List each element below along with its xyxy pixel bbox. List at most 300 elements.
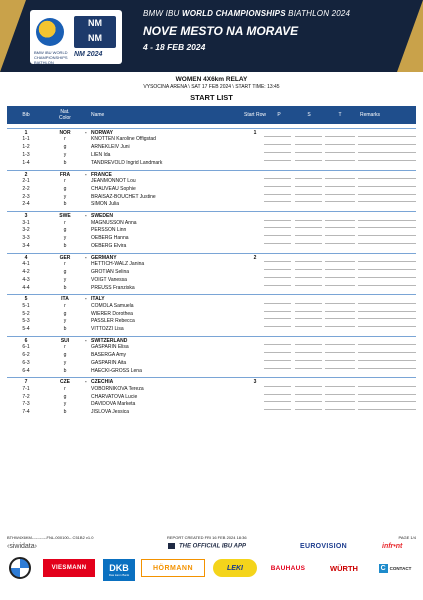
- team-name: FRANCE: [91, 171, 112, 178]
- athlete-row: [7, 360, 416, 368]
- remarks-cell: [358, 144, 416, 145]
- prone-cell: [264, 409, 291, 410]
- athlete-row: [7, 269, 416, 277]
- time-cell: [325, 311, 355, 312]
- team-nation: NOR: [59, 130, 71, 136]
- athlete-row: [7, 285, 416, 293]
- start-list-table: [7, 128, 416, 419]
- team-name: ITALY: [91, 296, 105, 303]
- gold-accent-right: [397, 0, 423, 72]
- prone-cell: [264, 277, 291, 278]
- athlete-bib: 5-2: [22, 310, 30, 317]
- standing-cell: [295, 136, 322, 137]
- athlete-bib: 7-1: [22, 385, 30, 392]
- time-cell: [325, 318, 355, 319]
- time-cell: [325, 303, 355, 304]
- standing-cell: [295, 178, 322, 179]
- athlete-name: VITTOZZI Lisa: [91, 326, 124, 333]
- dash: -: [85, 379, 87, 386]
- prone-cell: [264, 269, 291, 270]
- time-cell: [325, 285, 355, 286]
- remarks-cell: [358, 269, 416, 270]
- athlete-bib: 3-4: [22, 242, 30, 249]
- athlete-name: JISLOVA Jessica: [91, 409, 129, 416]
- team-nation: CZE: [60, 379, 70, 386]
- remarks-cell: [358, 201, 416, 202]
- dash: -: [85, 213, 87, 220]
- prone-cell: [264, 368, 291, 369]
- athlete-bib: 1-3: [22, 151, 30, 158]
- athlete-row: [7, 401, 416, 409]
- athlete-row: [7, 201, 416, 209]
- team-block: [7, 211, 416, 251]
- prone-cell: [264, 227, 291, 228]
- team-nation: GER: [59, 254, 71, 261]
- col-name: Name: [91, 112, 105, 118]
- remarks-cell: [358, 277, 416, 278]
- team-start-row: 3: [253, 379, 257, 386]
- athlete-color: r: [64, 177, 66, 184]
- athlete-bib: 2-1: [22, 177, 30, 184]
- phone-icon: [168, 543, 175, 549]
- prone-cell: [264, 352, 291, 353]
- prone-cell: [264, 344, 291, 345]
- athlete-name: GASPARIN Aita: [91, 359, 127, 366]
- athlete-bib: 7-3: [22, 401, 30, 408]
- time-cell: [325, 136, 355, 137]
- eurovision-logo: EUROVISION: [300, 543, 347, 550]
- athlete-name: VOBORNIKOVA Tereza: [91, 385, 144, 392]
- athlete-name: CHAUVEAU Sophie: [91, 185, 136, 192]
- athlete-name: JEANMONNOT Lou: [91, 177, 136, 184]
- athlete-name: GASPARIN Elisa: [91, 344, 129, 351]
- athlete-row: [7, 261, 416, 269]
- athlete-row: [7, 136, 416, 144]
- championship-logo: [30, 10, 122, 64]
- prone-cell: [264, 386, 291, 387]
- nm-logo-mark: NM NM: [74, 16, 116, 48]
- team-row: [7, 336, 416, 344]
- athlete-color: g: [63, 268, 67, 275]
- athlete-bib: 4-3: [22, 276, 30, 283]
- athlete-row: [7, 311, 416, 319]
- athlete-color: g: [63, 144, 67, 151]
- athlete-row: [7, 178, 416, 186]
- team-block: [7, 377, 416, 417]
- remarks-cell: [358, 152, 416, 153]
- athlete-color: b: [63, 367, 67, 374]
- event-header: [0, 0, 423, 72]
- team-row: [7, 294, 416, 302]
- athlete-color: y: [63, 401, 67, 408]
- sponsor-bar: [7, 557, 416, 583]
- team-bib: 1: [24, 130, 28, 136]
- athlete-row: [7, 409, 416, 417]
- team-start-row: 2: [253, 254, 257, 261]
- time-cell: [325, 227, 355, 228]
- team-bib: 5: [24, 296, 28, 303]
- athlete-row: [7, 277, 416, 285]
- remarks-cell: [358, 227, 416, 228]
- time-cell: [325, 409, 355, 410]
- remarks-cell: [358, 311, 416, 312]
- athlete-bib: 2-3: [22, 193, 30, 200]
- time-cell: [325, 360, 355, 361]
- athlete-color: g: [63, 310, 67, 317]
- time-cell: [325, 368, 355, 369]
- athlete-name: WIERER Dorothea: [91, 310, 133, 317]
- athlete-row: [7, 152, 416, 160]
- athlete-bib: 4-1: [22, 261, 30, 268]
- athlete-name: BASERGA Amy: [91, 352, 127, 359]
- time-cell: [325, 178, 355, 179]
- dash: -: [85, 130, 87, 136]
- standing-cell: [295, 235, 322, 236]
- time-cell: [325, 235, 355, 236]
- dash: -: [85, 337, 87, 344]
- wurth-logo: WÜRTH: [330, 563, 358, 573]
- remarks-cell: [358, 326, 416, 327]
- athlete-bib: 3-2: [22, 227, 30, 234]
- standing-cell: [295, 352, 322, 353]
- standing-cell: [295, 277, 322, 278]
- athlete-color: g: [63, 227, 67, 234]
- remarks-cell: [358, 394, 416, 395]
- athlete-row: [7, 227, 416, 235]
- standing-cell: [295, 227, 322, 228]
- team-row: [7, 377, 416, 385]
- time-cell: [325, 386, 355, 387]
- gold-accent-left: [0, 0, 26, 72]
- athlete-color: b: [63, 326, 67, 333]
- time-cell: [325, 261, 355, 262]
- athlete-bib: 6-3: [22, 359, 30, 366]
- team-block: [7, 128, 416, 168]
- dash: -: [85, 254, 87, 261]
- team-name: NORWAY: [91, 130, 113, 136]
- standing-cell: [295, 186, 322, 187]
- athlete-name: PERSSON Linn: [91, 227, 127, 234]
- athlete-row: [7, 194, 416, 202]
- time-cell: [325, 352, 355, 353]
- athlete-color: r: [64, 302, 66, 309]
- team-name: SWITZERLAND: [91, 337, 128, 344]
- prone-cell: [264, 178, 291, 179]
- team-bib: 2: [24, 171, 28, 178]
- team-block: [7, 294, 416, 334]
- athlete-row: [7, 344, 416, 352]
- team-block: [7, 336, 416, 376]
- athlete-name: BRAISAZ-BOUCHET Justine: [91, 193, 156, 200]
- prone-cell: [264, 261, 291, 262]
- athlete-bib: 1-2: [22, 144, 30, 151]
- athlete-row: [7, 144, 416, 152]
- col-remarks: Remarks: [360, 112, 381, 118]
- standing-cell: [295, 311, 322, 312]
- athlete-bib: 1-4: [22, 159, 30, 166]
- team-row: [7, 211, 416, 219]
- standing-cell: [295, 394, 322, 395]
- athlete-name: PASSLER Rebecca: [91, 318, 135, 325]
- logo-caption: BMW IBU WORLD CHAMPIONSHIPS BIATHLON: [34, 50, 68, 65]
- prone-cell: [264, 401, 291, 402]
- prone-cell: [264, 311, 291, 312]
- athlete-color: r: [64, 219, 66, 226]
- athlete-bib: 6-1: [22, 344, 30, 351]
- standing-cell: [295, 368, 322, 369]
- time-cell: [325, 277, 355, 278]
- remarks-cell: [358, 318, 416, 319]
- remarks-cell: [358, 368, 416, 369]
- team-nation: SUI: [60, 337, 70, 344]
- standing-cell: [295, 386, 322, 387]
- standing-cell: [295, 194, 322, 195]
- athlete-row: [7, 352, 416, 360]
- team-nation: ITA: [61, 296, 69, 303]
- page-number: PAGE 1/4: [398, 535, 416, 540]
- time-cell: [325, 394, 355, 395]
- team-bib: 6: [24, 337, 28, 344]
- athlete-row: [7, 160, 416, 168]
- standing-cell: [295, 360, 322, 361]
- athlete-color: g: [63, 185, 67, 192]
- time-cell: [325, 152, 355, 153]
- athlete-bib: 6-2: [22, 352, 30, 359]
- contact-icon: C: [380, 564, 386, 572]
- col-bib: Bib: [22, 112, 30, 118]
- team-bib: 3: [24, 213, 28, 220]
- dash: -: [85, 296, 87, 303]
- standing-cell: [295, 152, 322, 153]
- athlete-bib: 3-3: [22, 235, 30, 242]
- athlete-color: g: [63, 352, 67, 359]
- time-cell: [325, 220, 355, 221]
- time-cell: [325, 160, 355, 161]
- athlete-bib: 5-4: [22, 326, 30, 333]
- prone-cell: [264, 360, 291, 361]
- athlete-name: DAVIDOVA Marketa: [91, 401, 136, 408]
- athlete-row: [7, 235, 416, 243]
- prone-cell: [264, 160, 291, 161]
- bauhaus-logo: BAUHAUS: [270, 564, 306, 572]
- team-nation: FRA: [59, 171, 71, 178]
- athlete-color: r: [64, 344, 66, 351]
- athlete-color: y: [63, 276, 67, 283]
- col-nat-color: Nat. Color: [59, 109, 71, 121]
- athlete-row: [7, 318, 416, 326]
- remarks-cell: [358, 401, 416, 402]
- athlete-name: ARNEKLEIV Juni: [91, 144, 130, 151]
- team-bib: 4: [24, 254, 28, 261]
- athlete-row: [7, 394, 416, 402]
- time-cell: [325, 326, 355, 327]
- prone-cell: [264, 243, 291, 244]
- infront-logo: infr•nt: [382, 543, 403, 550]
- prone-cell: [264, 326, 291, 327]
- athlete-bib: 7-4: [22, 409, 30, 416]
- venue-name: NOVE MESTO NA MORAVE: [143, 24, 299, 38]
- prone-cell: [264, 394, 291, 395]
- athlete-name: HAECKI-GROSS Lena: [91, 367, 142, 374]
- hormann-logo: HÖRMANN: [141, 559, 205, 577]
- report-created: REPORT CREATED FRI 16 FEB 2024 18:36: [167, 535, 247, 540]
- remarks-cell: [358, 303, 416, 304]
- team-block: [7, 253, 416, 293]
- athlete-name: CHARVATOVA Lucie: [91, 393, 138, 400]
- athlete-bib: 2-4: [22, 201, 30, 208]
- remarks-cell: [358, 235, 416, 236]
- athlete-color: b: [63, 159, 67, 166]
- remarks-cell: [358, 352, 416, 353]
- table-header: [7, 106, 416, 124]
- prone-cell: [264, 152, 291, 153]
- dkb-logo: DKB Das kann Bank: [103, 559, 135, 581]
- report-code: BTHW4X6KM-----------FNL-000100-- C51B2 v1.0: [7, 535, 94, 540]
- col-standing: S: [307, 112, 311, 118]
- standing-cell: [295, 144, 322, 145]
- athlete-color: y: [63, 235, 67, 242]
- standing-cell: [295, 303, 322, 304]
- athlete-row: [7, 186, 416, 194]
- dash: -: [85, 171, 87, 178]
- athlete-name: OEBERG Hanna: [91, 235, 129, 242]
- siwidata-logo: ‹siwidata›: [7, 543, 37, 550]
- standing-cell: [295, 220, 322, 221]
- prone-cell: [264, 194, 291, 195]
- prone-cell: [264, 136, 291, 137]
- standing-cell: [295, 344, 322, 345]
- athlete-row: [7, 368, 416, 376]
- championship-name: BMW IBU WORLD CHAMPIONSHIPS BIATHLON 2024: [143, 9, 351, 18]
- athlete-name: OEBERG Elvira: [91, 242, 127, 249]
- team-block: [7, 170, 416, 210]
- standing-cell: [295, 160, 322, 161]
- team-row: [7, 128, 416, 136]
- team-nation: SWE: [59, 213, 71, 220]
- athlete-bib: 5-1: [22, 302, 30, 309]
- athlete-color: r: [64, 261, 66, 268]
- athlete-name: TANDREVOLD Ingrid Landmark: [91, 159, 163, 166]
- team-name: SWEDEN: [91, 213, 113, 220]
- col-start-row: Start Row: [244, 112, 266, 118]
- athlete-bib: 2-2: [22, 185, 30, 192]
- athlete-color: r: [64, 385, 66, 392]
- remarks-cell: [358, 360, 416, 361]
- standing-cell: [295, 409, 322, 410]
- athlete-color: y: [63, 193, 67, 200]
- athlete-color: g: [63, 393, 67, 400]
- remarks-cell: [358, 186, 416, 187]
- athlete-name: KNOTTEN Karoline Offigstad: [91, 136, 156, 143]
- ibu-app-promo: THE OFFICIAL IBU APP: [168, 543, 246, 550]
- list-title: START LIST: [190, 93, 233, 102]
- athlete-name: PREUSS Franziska: [91, 284, 135, 291]
- prone-cell: [264, 220, 291, 221]
- standing-cell: [295, 285, 322, 286]
- logo-year: NM 2024: [74, 51, 103, 58]
- remarks-cell: [358, 160, 416, 161]
- athlete-name: COMOLA Samuela: [91, 302, 134, 309]
- athlete-color: b: [63, 284, 67, 291]
- athlete-bib: 4-4: [22, 284, 30, 291]
- team-row: [7, 253, 416, 261]
- athlete-row: [7, 386, 416, 394]
- athlete-name: VOIGT Vanessa: [91, 276, 127, 283]
- prone-cell: [264, 318, 291, 319]
- athlete-color: b: [63, 242, 67, 249]
- standing-cell: [295, 261, 322, 262]
- leki-logo: LEKI: [213, 559, 257, 577]
- athlete-color: b: [63, 409, 67, 416]
- time-cell: [325, 344, 355, 345]
- athlete-bib: 3-1: [22, 219, 30, 226]
- time-cell: [325, 144, 355, 145]
- athlete-row: [7, 303, 416, 311]
- athlete-color: b: [63, 201, 67, 208]
- time-cell: [325, 201, 355, 202]
- time-cell: [325, 401, 355, 402]
- athlete-name: SIMON Julia: [91, 201, 120, 208]
- prone-cell: [264, 186, 291, 187]
- prone-cell: [264, 285, 291, 286]
- team-name: GERMANY: [91, 254, 117, 261]
- prone-cell: [264, 235, 291, 236]
- team-name: CZECHIA: [91, 379, 114, 386]
- time-cell: [325, 243, 355, 244]
- standing-cell: [295, 201, 322, 202]
- remarks-cell: [358, 220, 416, 221]
- time-cell: [325, 186, 355, 187]
- athlete-color: y: [63, 359, 67, 366]
- athlete-row: [7, 243, 416, 251]
- standing-cell: [295, 401, 322, 402]
- remarks-cell: [358, 344, 416, 345]
- race-subtitle: VYSOCINA ARENA \ SAT 17 FEB 2024 \ START TIME: 13:45: [143, 84, 280, 90]
- col-prone: P: [277, 112, 281, 118]
- athlete-color: y: [63, 318, 67, 325]
- event-dates: 4 - 18 FEB 2024: [143, 42, 206, 52]
- contact-logo: C CONTACT: [380, 564, 412, 572]
- standing-cell: [295, 243, 322, 244]
- viessmann-logo: VIESMANN: [43, 559, 95, 577]
- prone-cell: [264, 303, 291, 304]
- athlete-name: MAGNUSSON Anna: [91, 219, 137, 226]
- standing-cell: [295, 269, 322, 270]
- prone-cell: [264, 144, 291, 145]
- event-titles: [0, 76, 423, 102]
- remarks-cell: [358, 243, 416, 244]
- athlete-name: LIEN Ida: [91, 151, 111, 158]
- athlete-bib: 1-1: [22, 136, 30, 143]
- team-start-row: 1: [253, 130, 257, 136]
- athlete-name: HETTICH-WALZ Janina: [91, 261, 145, 268]
- col-time: T: [338, 112, 342, 118]
- standing-cell: [295, 326, 322, 327]
- time-cell: [325, 194, 355, 195]
- athlete-color: y: [63, 151, 67, 158]
- time-cell: [325, 269, 355, 270]
- athlete-bib: 4-2: [22, 268, 30, 275]
- athlete-row: [7, 220, 416, 228]
- team-row: [7, 170, 416, 178]
- biathlon-globe-icon: [36, 18, 64, 46]
- athlete-row: [7, 326, 416, 334]
- athlete-bib: 7-2: [22, 393, 30, 400]
- remarks-cell: [358, 386, 416, 387]
- athlete-color: r: [64, 136, 66, 143]
- race-title: WOMEN 4X6km RELAY: [175, 76, 248, 83]
- team-bib: 7: [24, 379, 28, 386]
